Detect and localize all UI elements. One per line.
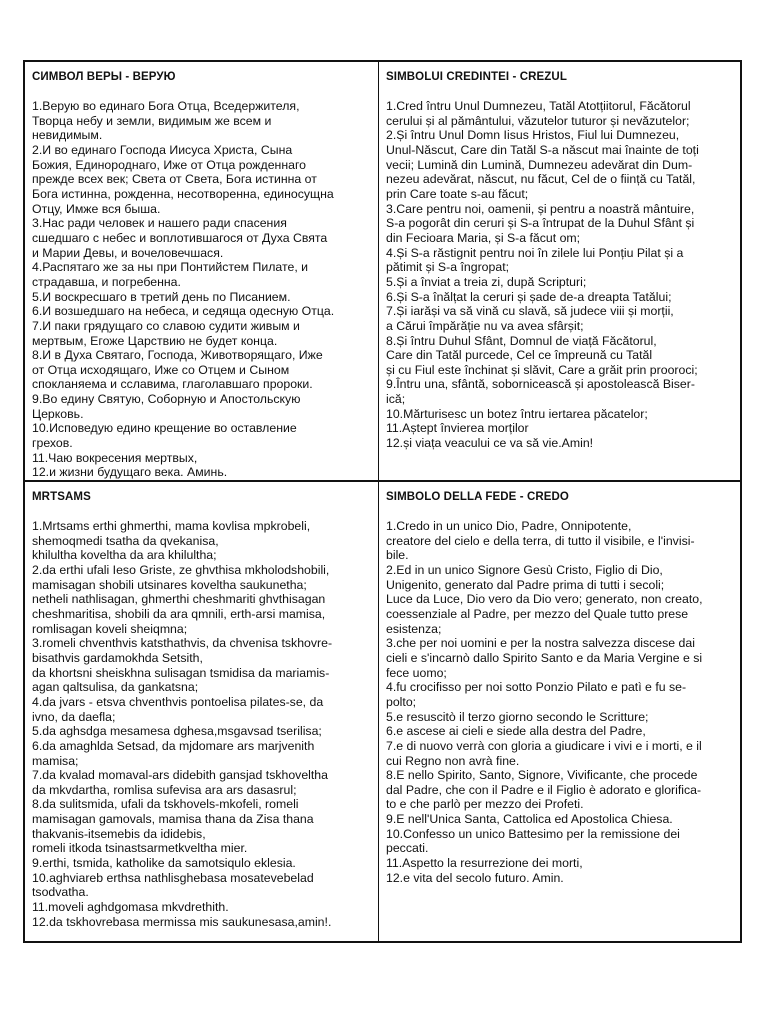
text-line: netheli nathlisagan, ghmerthi cheshmariti ghvthisagan — [32, 592, 326, 607]
cell-slavonic — [25, 62, 379, 482]
text-line: 7.da kvalad momaval-ars didebith gansjad tskhoveltha — [32, 768, 328, 783]
cell-italian — [379, 482, 740, 941]
text-line: Бога истинна, рожденна, несотворенна, единосущна — [32, 186, 334, 201]
text-line: спокланяема и сславима, глаголавшаго пророки. — [32, 377, 313, 392]
text-line: romeli itkoda tsinastsarmetkveltha mier. — [32, 841, 248, 856]
creed-table — [23, 60, 742, 943]
text-line: nezeu adevărat, născut, nu făcut, Cel de o ființă cu Tatăl, — [386, 172, 696, 187]
text-line: da mkvdartha, romlisa sufevisa ara ars dasasrul; — [32, 782, 297, 797]
text-line: 11.Aștept învierea morților — [386, 421, 529, 436]
text-line: 4.Și S-a răstignit pentru noi în zilele lui Ponțiu Pilat și a — [386, 245, 684, 260]
cell-title: MRTSAMS — [32, 491, 91, 503]
text-line: bile. — [386, 548, 409, 563]
text-line: 2.Și întru Unul Domn Iisus Hristos, Fiul lui Dumnezeu, — [386, 128, 680, 143]
text-line: Unigenito, generato dal Padre prima di tutti i secoli; — [386, 577, 665, 592]
creed-text — [32, 99, 371, 480]
text-line: 3.che per noi uomini e per la nostra salvezza discese dai — [386, 636, 695, 651]
text-line: 11.moveli aghdgomasa mkvdrethith. — [32, 900, 229, 915]
text-line: 7.Și iarăși va să vină cu slavă, să judece viii și morții, — [386, 304, 674, 319]
text-line: tsodvatha. — [32, 885, 89, 900]
creed-text — [386, 99, 733, 451]
text-line: cerului și al pământului, văzutelor tuturor și nevăzutelor; — [386, 113, 690, 128]
text-line: esistenza; — [386, 621, 442, 636]
text-line: Unul-Născut, Care din Tatăl S-a născut mai înainte de toți — [386, 142, 699, 157]
creed-text — [32, 519, 371, 929]
text-line: cheshmaritisa, shobili da ara qmnili, erth-arsi mamisa, — [32, 606, 326, 621]
text-line: romlisagan koveli sheiqmna; — [32, 621, 188, 636]
text-line: to e che parlò per mezzo dei Profeti. — [386, 797, 584, 812]
text-line: 3.Нас ради человек и нашего ради спасения — [32, 216, 287, 231]
text-line: 9.Во едину Святую, Соборную и Апостольскую — [32, 392, 301, 407]
text-line: și cu Fiul este închinat și slăvit, Care a grăit prin prooroci; — [386, 362, 698, 377]
cell-title: SIMBOLUI CREDINTEI - CREZUL — [386, 71, 567, 83]
text-line: 6.Și S-a înălțat la ceruri și șade de-a dreapta Tatălui; — [386, 289, 672, 304]
text-line: и Марии Девы, и вочеловечшася. — [32, 245, 224, 260]
text-line: Церковь. — [32, 406, 84, 421]
text-line: 2.И во единаго Господа Иисуса Христа, Сына — [32, 142, 293, 157]
text-line: cui Regno non avrà fine. — [386, 753, 520, 768]
text-line: mamisagan shobili utsinares koveltha saukunetha; — [32, 577, 307, 592]
text-line: 5.e resuscitò il terzo giorno secondo le Scritture; — [386, 709, 649, 724]
text-line: сшедшаго с небес и воплотившагося от Духа Свята — [32, 230, 328, 245]
text-line: cieli e s'incarnò dallo Spirito Santo e da Maria Vergine e si — [386, 650, 703, 665]
text-line: 1.Верую во единаго Бога Отца, Вседержителя, — [32, 99, 300, 113]
text-line: coessenziale al Padre, per mezzo del Quale tutto prese — [386, 606, 689, 621]
text-line: от Отца исходящаго, Иже со Отцем и Сыном — [32, 362, 290, 377]
text-line: 8.И в Духа Святаго, Господа, Животворящаго, Иже — [32, 348, 323, 363]
text-line: 3.romeli chventhvis katsthathvis, da chvenisa tskhovre- — [32, 636, 333, 651]
text-line: грехов. — [32, 436, 73, 451]
text-line: 5.И воскресшаго в третий день по Писанием. — [32, 289, 291, 304]
text-line: Отцу, Имже вся быша. — [32, 201, 161, 216]
text-line: 12.da tskhovrebasa mermissa mis saukunesasa,amin!. — [32, 914, 332, 929]
text-line: fece uomo; — [386, 665, 447, 680]
text-line: 4.Распятаго же за ны при Понтийстем Пилате, и — [32, 260, 309, 275]
text-line: 1.Mrtsams erthi ghmerthi, mama kovlisa mpkrobeli, — [32, 519, 311, 533]
text-line: Творца небу и земли, видимым же всем и — [32, 113, 272, 128]
text-line: 2.Ed in un unico Signore Gesù Cristo, Figlio di Dio, — [386, 562, 663, 577]
text-line: 10.Confesso un unico Battesimo per la remissione dei — [386, 826, 680, 841]
text-line: 10.Исповедую едино крещение во оставление — [32, 421, 297, 436]
text-line: din Fecioara Maria, și S-a făcut om; — [386, 230, 581, 245]
text-line: невидимым. — [32, 128, 103, 143]
text-line: S-a pogorât din ceruri și S-a întrupat de la Duhul Sfânt și — [386, 216, 695, 231]
text-line: 8.da sulitsmida, ufali da tskhovels-mkofeli, romeli — [32, 797, 299, 812]
text-line: agan qaltsulisa, da gankatsna; — [32, 680, 199, 695]
text-line: creatore del cielo e della terra, di tutto il visibile, e l'invisi- — [386, 533, 695, 548]
text-line: 5.Și a înviat a treia zi, după Scripturi; — [386, 274, 587, 289]
text-line: 4.da jvars - etsva chventhvis pontoelisa pilates-se, da — [32, 694, 324, 709]
text-line: 4.fu crocifisso per noi sotto Ponzio Pilato e patì e fu se- — [386, 680, 687, 695]
text-line: 7.e di nuovo verrà con gloria a giudicare i vivi e i morti, e il — [386, 738, 702, 753]
text-line: 6.da amaghlda Setsad, da mjdomare ars marjvenith — [32, 738, 315, 753]
text-line: da khortsni sheiskhna sulisagan tsmidisa da mariamis- — [32, 665, 330, 680]
text-line: Божия, Единороднаго, Иже от Отца рожденнаго — [32, 157, 307, 172]
text-line: 2.da erthi ufali Ieso Griste, ze ghvthisa mkholodshobili, — [32, 562, 330, 577]
text-line: 11.Aspetto la resurrezione dei morti, — [386, 856, 583, 871]
text-line: pătimit și S-a îngropat; — [386, 260, 510, 275]
text-line: thakvanis-itsemebis da ididebis, — [32, 826, 206, 841]
text-line: mamisa; — [32, 753, 79, 768]
text-line: polto; — [386, 694, 417, 709]
text-line: mamisagan gamovals, mamisa thana da Zisa thana — [32, 812, 314, 827]
text-line: 8.Și întru Duhul Sfânt, Domnul de viață Făcătorul, — [386, 333, 657, 348]
text-line: прежде всех век; Света от Света, Бога истинна от — [32, 172, 317, 187]
text-line: Care din Tatăl purcede, Cel ce împreună cu Tatăl — [386, 348, 653, 363]
text-line: 12.и жизни будущаго века. Аминь. — [32, 465, 228, 480]
text-line: ivno, da daefla; — [32, 709, 116, 724]
text-line: 9.erthi, tsmida, katholike da samotsiqulo eklesia. — [32, 856, 296, 871]
text-line: 10.aghviareb erthsa nathlisghebasa mosatevebelad — [32, 870, 314, 885]
cell-title: SIMBOLO DELLA FEDE - CREDO — [386, 491, 569, 503]
text-line: bisathvis gardamokhda Setsith, — [32, 650, 203, 665]
text-line: 11.Чаю вокресения мертвых, — [32, 450, 198, 465]
text-line: 8.E nello Spirito, Santo, Signore, Vivificante, che procede — [386, 768, 698, 783]
text-line: khilultha koveltha da ara khilultha; — [32, 548, 217, 563]
text-line: 6.И возшедшаго на небеса, и седяща одесную Отца. — [32, 304, 335, 319]
cell-romanian — [379, 62, 740, 482]
text-line: 10.Mărturisesc un botez întru iertarea păcatelor; — [386, 406, 648, 421]
text-line: 12.e vita del secolo futuro. Amin. — [386, 870, 564, 885]
text-line: vecii; Lumină din Lumină, Dumnezeu adevărat din Dum- — [386, 157, 693, 172]
text-line: 9.E nell'Unica Santa, Cattolica ed Apostolica Chiesa. — [386, 812, 673, 827]
text-line: 3.Care pentru noi, oamenii, și pentru a noastră mântuire, — [386, 201, 695, 216]
text-line: Luce da Luce, Dio vero da Dio vero; generato, non creato, — [386, 592, 703, 607]
text-line: 7.И паки грядущаго со славою судити живым и — [32, 318, 300, 333]
text-line: peccati. — [386, 841, 429, 856]
text-line: dal Padre, che con il Padre e il Figlio è adorato e glorifica- — [386, 782, 702, 797]
text-line: мертвым, Егоже Царствию не будет конца. — [32, 333, 278, 348]
text-line: страдавша, и погребенна. — [32, 274, 181, 289]
text-line: 1.Credo in un unico Dio, Padre, Onnipotente, — [386, 519, 632, 533]
text-line: 12.și viața veacului ce va să vie.Amin! — [386, 436, 594, 451]
text-line: 9.Întru una, sfântă, sobornicească și apostolească Biser- — [386, 377, 695, 392]
text-line: ică; — [386, 392, 406, 407]
text-line: prin Care toate s-au făcut; — [386, 186, 529, 201]
cell-georgian — [25, 482, 379, 941]
text-line: 1.Cred întru Unul Dumnezeu, Tatăl Atotțiitorul, Făcătorul — [386, 99, 691, 113]
text-line: 5.da aghsdga mesamesa dghesa,msgavsad tserilisa; — [32, 724, 322, 739]
text-line: shemoqmedi tsatha da qvekanisa, — [32, 533, 219, 548]
text-line: a Cărui împărăție nu va avea sfârșit; — [386, 318, 584, 333]
text-line: 6.e ascese ai cieli e siede alla destra del Padre, — [386, 724, 646, 739]
creed-text — [386, 519, 733, 885]
cell-title: СИМВОЛ ВЕРЫ - ВЕРУЮ — [32, 71, 176, 83]
